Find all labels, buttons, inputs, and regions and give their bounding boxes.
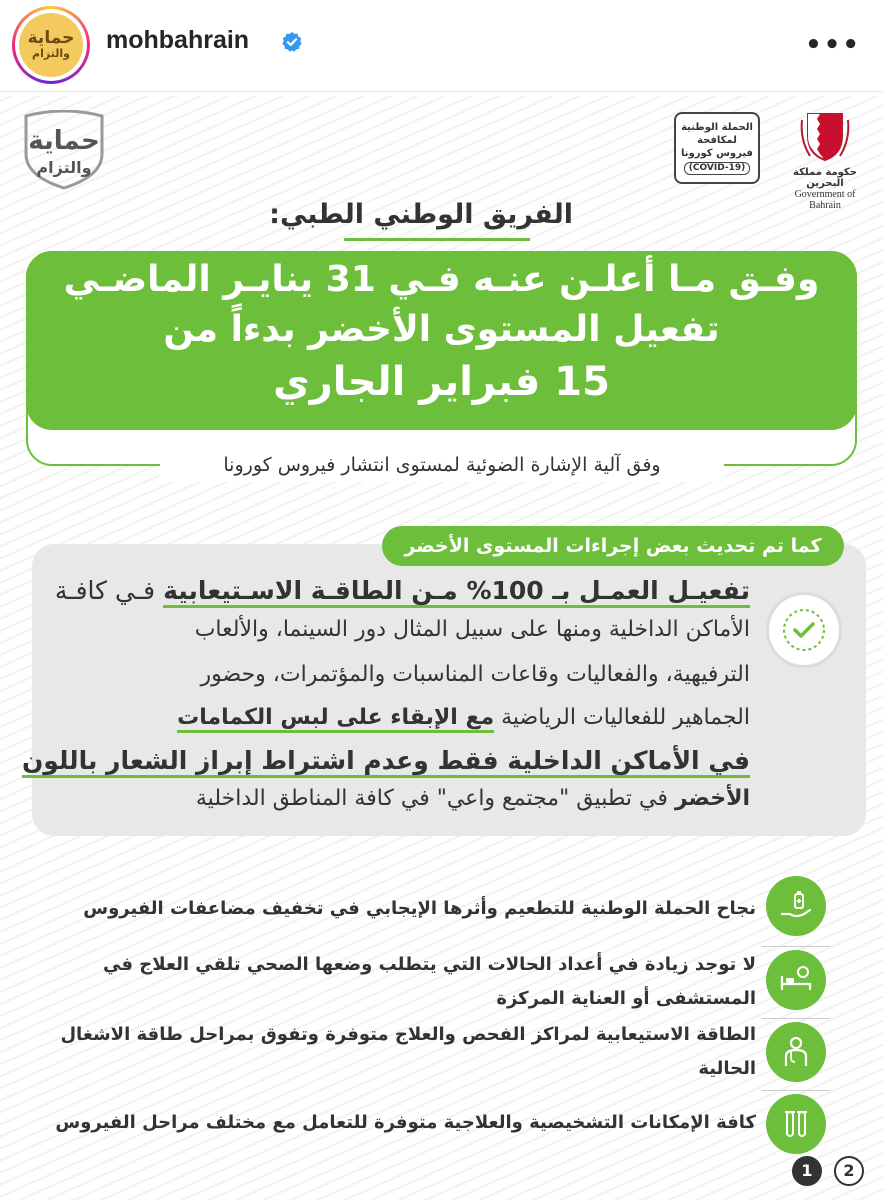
campaign-covid-label: (COVID-19) bbox=[684, 162, 750, 176]
verified-badge-icon bbox=[281, 31, 303, 53]
paragraph-text: الجماهير للفعاليات الرياضية bbox=[494, 705, 750, 730]
avatar-inner bbox=[15, 9, 87, 81]
government-english-name: Government of Bahrain bbox=[794, 189, 856, 211]
paragraph-line-4 bbox=[56, 705, 750, 730]
campaign-line: الحملة الوطنية bbox=[681, 121, 753, 133]
doctor-glyph bbox=[778, 1034, 814, 1070]
reason-item: الطاقة الاستيعابية لمراكز الفحص والعلاج متوفرة وتفوق بمراحل طاقة الاشغال الحالية bbox=[60, 1024, 756, 1079]
post-image[interactable] bbox=[0, 96, 883, 1200]
paragraph-line-5 bbox=[21, 746, 750, 775]
update-tag: كما تم تحديث بعض إجراءات المستوى الأخضر bbox=[382, 526, 844, 566]
item-divider bbox=[762, 1090, 830, 1091]
title-underline bbox=[344, 238, 530, 241]
vaccine-hand-icon bbox=[766, 876, 826, 936]
hospital-bed-icon bbox=[766, 950, 826, 1010]
reason-item: كافة الإمكانات التشخيصية والعلاجية متوفرة للتعامل مع مختلف مراحل الفيروس bbox=[55, 1112, 756, 1133]
paragraph-text: في تطبيق "مجتمع واعي" في كافة المناطق الداخلية bbox=[195, 786, 675, 811]
banner-line-2: تفعيل المستوى الأخضر بدءاً من bbox=[163, 309, 720, 350]
green-level-banner bbox=[26, 251, 857, 430]
paragraph-bold: مع الإبقاء على لبس الكمامات bbox=[177, 705, 494, 733]
traffic-light-subline: وفق آلية الإشارة الضوئية لمستوى انتشار فيروس كورونا bbox=[160, 448, 724, 482]
paragraph-bold: تفعيـل العمـل بـ 100% مـن الطاقـة الاسـتيعابية bbox=[163, 576, 750, 608]
tubes-glyph bbox=[778, 1106, 814, 1142]
bed-glyph bbox=[778, 962, 814, 998]
avatar[interactable] bbox=[19, 13, 83, 77]
carousel-page-1[interactable]: 1 bbox=[792, 1156, 822, 1186]
item-divider bbox=[762, 946, 830, 947]
item-divider bbox=[762, 1018, 830, 1019]
carousel-page-2[interactable]: 2 bbox=[834, 1156, 864, 1186]
paragraph-line-3: الترفيهية، والفعاليات وقاعات المناسبات والمؤتمرات، وحضور bbox=[200, 662, 750, 687]
paragraph-text: فـي كافـة bbox=[54, 576, 164, 605]
team-title: الفريق الوطني الطبي: bbox=[269, 199, 573, 230]
paragraph-bold: الأخضر bbox=[674, 786, 750, 811]
reason-item: نجاح الحملة الوطنية للتطعيم وأثرها الإيجابي في تخفيف مضاعفات الفيروس bbox=[83, 898, 756, 919]
banner-line-1: وفـق مـا أعلـن عنـه فـي 31 ينايـر الماضـي bbox=[63, 259, 820, 300]
doctor-icon bbox=[766, 1022, 826, 1082]
banner-line-3: 15 فبراير الجاري bbox=[273, 359, 610, 405]
protection-commitment-logo bbox=[16, 110, 112, 190]
campaign-line: لمكافحة bbox=[697, 134, 737, 146]
avatar-story-ring[interactable] bbox=[12, 6, 90, 84]
reason-item: لا توجد زيادة في أعداد الحالات التي يتطلب وضعها الصحي تلقي العلاج في المستشفى أو العناية المركزة bbox=[103, 954, 756, 1009]
post-header bbox=[0, 0, 883, 92]
paragraph-line-6 bbox=[56, 786, 750, 811]
paragraph-bold: في الأماكن الداخلية فقط وعدم اشتراط إبراز الشعار باللون bbox=[22, 746, 750, 778]
paragraph-line-2: الأماكن الداخلية ومنها على سبيل المثال دور السينما، والألعاب bbox=[194, 617, 750, 642]
check-circle-icon bbox=[766, 592, 842, 668]
government-arabic-name: حكومة مملكة البحرين bbox=[793, 167, 857, 189]
campaign-line: فيروس كورونا bbox=[681, 147, 753, 159]
more-options-icon[interactable]: ••• bbox=[805, 30, 861, 60]
check-icon bbox=[781, 607, 827, 653]
paragraph-line-1 bbox=[56, 576, 750, 605]
government-of-bahrain-logo bbox=[780, 110, 870, 211]
logo-line-2: والتزام bbox=[36, 158, 92, 177]
test-tubes-icon bbox=[766, 1094, 826, 1154]
avatar-text-top: حماية bbox=[27, 28, 75, 49]
vaccine-glyph bbox=[778, 888, 814, 924]
avatar-text-bottom: والتزام bbox=[32, 47, 70, 61]
covid-campaign-logo bbox=[674, 112, 760, 184]
logo-line-1: حماية bbox=[28, 126, 100, 156]
username-link[interactable]: mohbahrain bbox=[106, 26, 250, 54]
bahrain-emblem-icon bbox=[800, 110, 850, 162]
